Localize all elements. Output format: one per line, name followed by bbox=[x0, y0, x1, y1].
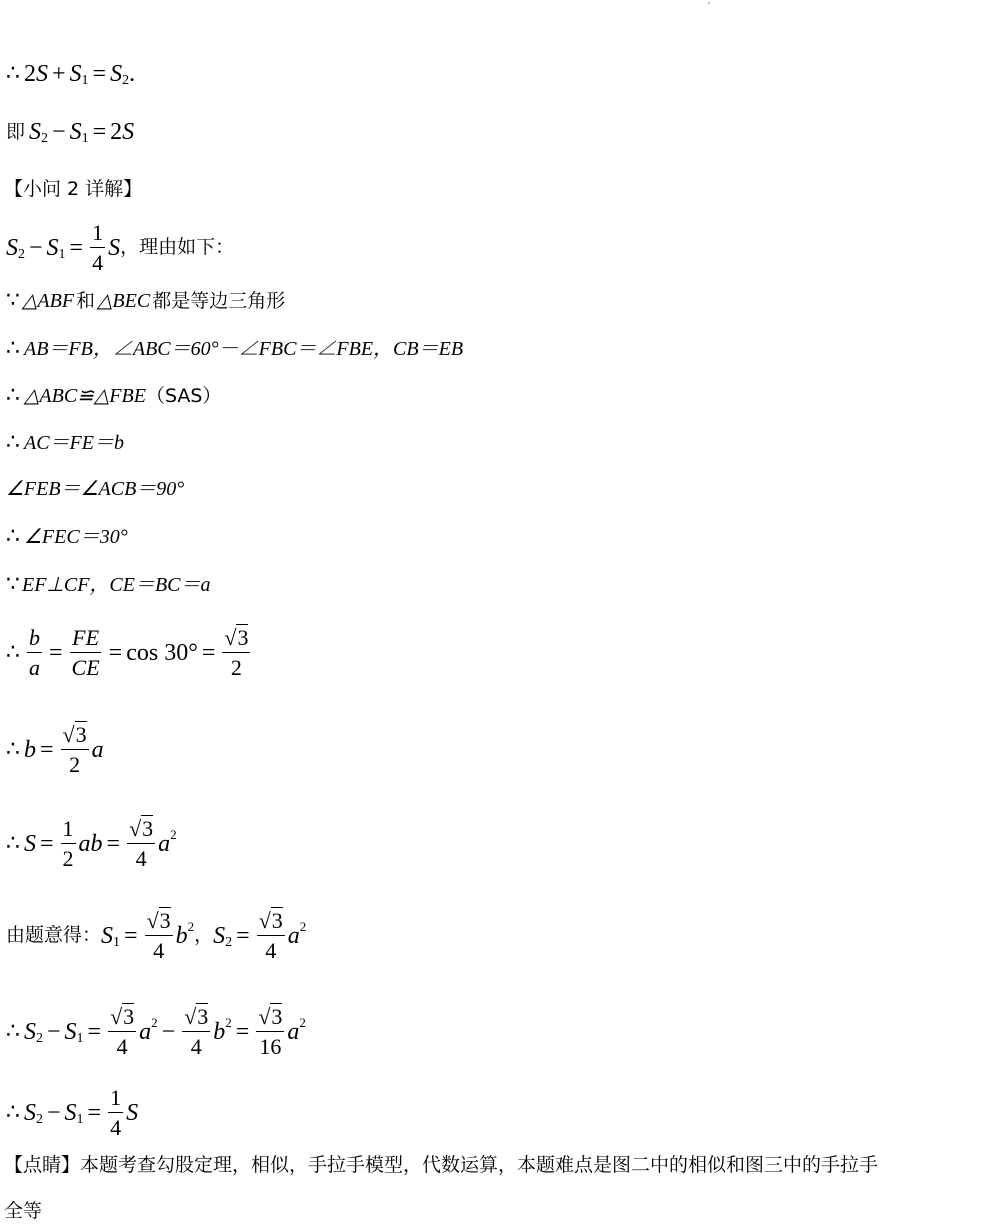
comment-continuation: 全等 bbox=[4, 1200, 43, 1222]
eq-line-12: ∴ $\frac{b}{a}$ = $\frac{FE}{CE}$ = cos 30° = $\frac{√3}{2}$ bbox=[6, 625, 249, 681]
section-header: 【小问 2 详解】 bbox=[4, 178, 143, 200]
equilateral-text: 都是等边三角形 bbox=[152, 289, 286, 312]
eq-line-15: 由题意得： S 1 = $\frac{√3}{4}$ b 2 ， S 2 = $\frac{√3}{4}$ a 2 bbox=[6, 908, 307, 964]
because-symbol: ∵ bbox=[6, 288, 20, 313]
statement: ∠FEB＝∠ACB＝90° bbox=[6, 478, 185, 500]
congruence-statement: △ABC≌△FBE bbox=[24, 385, 146, 407]
triangle-abf: △ABF bbox=[22, 290, 75, 312]
statement: EF⊥CF，CE＝BC＝a bbox=[22, 574, 211, 596]
reason-text: ，理由如下： bbox=[120, 236, 235, 259]
eq-line-14: ∴ S = $\frac{1}{2}$ ab = $\frac{√3}{4}$ a 2 bbox=[6, 816, 177, 872]
triangle-bec: △BEC bbox=[97, 290, 151, 312]
eq-line-9 bbox=[6, 479, 184, 499]
eq-line-11: ∵ EF⊥CF，CE＝BC＝a bbox=[6, 572, 211, 597]
statement: AC＝FE＝b bbox=[24, 432, 124, 454]
statement: ∠FEC＝30° bbox=[24, 526, 128, 548]
eq-line-16: ∴ S 2 − S 1 = $\frac{√3}{4}$ a 2 − $\frac{√3}{4}$ b 2 = $\frac{√3}{16}$ a 2 bbox=[6, 1004, 306, 1060]
scan-speck bbox=[708, 2, 710, 4]
eq-line-1: ∴ 2 S + S 1 = S 2 . bbox=[6, 61, 136, 88]
prefix-ji: 即 bbox=[6, 120, 26, 143]
eq-line-4: S 2 − S 1 = $\frac{1}{4}$ S ，理由如下： bbox=[6, 220, 235, 276]
eq-line-8: ∴ AC＝FE＝b bbox=[6, 430, 124, 455]
eq-line-2: 即 S 2 − S 1 = 2 S bbox=[6, 119, 135, 146]
comment-text: 【点睛】本题考查勾股定理，相似，手拉手模型，代数运算，本题难点是图二中的相似和图三中的手拉手 bbox=[4, 1154, 879, 1176]
eq-line-10: ∴ ∠FEC＝30° bbox=[6, 524, 128, 549]
eq-line-17: ∴ S 2 − S 1 = $\frac{1}{4}$ S bbox=[6, 1085, 139, 1141]
eq-line-13: ∴ b = $\frac{√3}{2}$ a bbox=[6, 722, 104, 778]
eq-line-7: ∴ △ABC≌△FBE （SAS） bbox=[6, 383, 222, 408]
and-text: 和 bbox=[76, 289, 96, 312]
statement: AB＝FB，∠ABC＝60°－∠FBC＝∠FBE，CB＝EB bbox=[24, 338, 464, 360]
sas-reason: （SAS） bbox=[145, 384, 222, 407]
therefore-symbol: ∴ bbox=[6, 61, 20, 86]
eq-line-5 bbox=[6, 290, 285, 312]
fraction: $\frac{1}{4}$ bbox=[92, 220, 104, 276]
eq-line-6: ∴ AB＝FB，∠ABC＝60°－∠FBC＝∠FBE，CB＝EB bbox=[6, 336, 464, 361]
given-prefix: 由题意得： bbox=[6, 924, 102, 947]
